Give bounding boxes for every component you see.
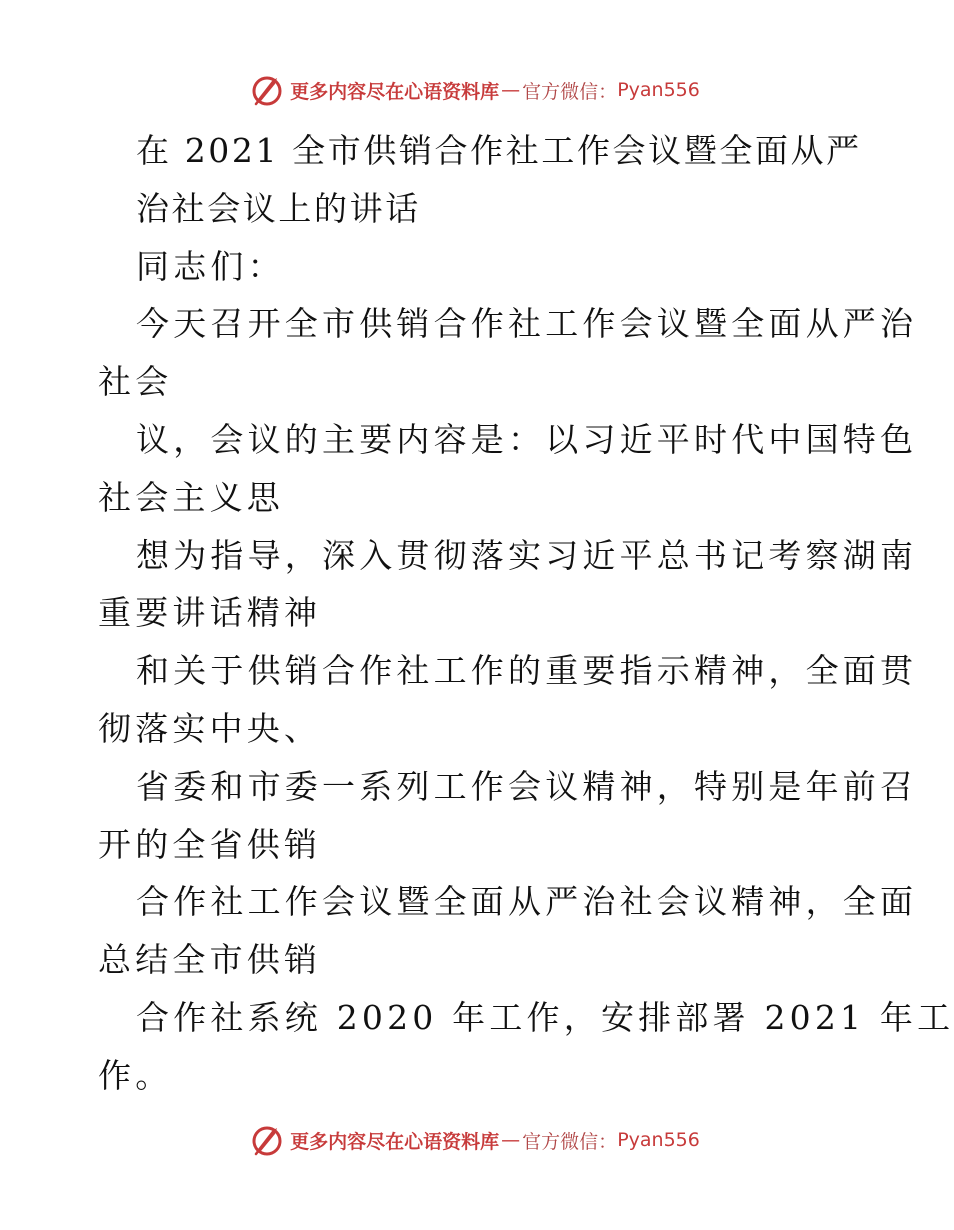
paragraph-line: 作。 — [98, 1055, 173, 1095]
paragraph-line: 重要讲话精神 — [98, 593, 322, 633]
paragraph-line: 合作社系统 2020 年工作，安排部署 2021 年工 — [136, 997, 954, 1037]
salutation: 同志们： — [136, 246, 285, 286]
banner-separator: — — [501, 1129, 521, 1151]
document-body — [98, 122, 954, 1105]
banner-main-text: 更多内容尽在心语资料库 — [290, 80, 500, 103]
paragraph-line: 合作社工作会议暨全面从严治社会议精神，全面 — [136, 882, 918, 922]
paragraph-line: 社会主义思 — [98, 477, 284, 517]
header-banner — [0, 70, 950, 110]
paragraph-line: 总结全市供销 — [98, 940, 322, 980]
paragraph-line: 今天召开全市供销合作社工作会议暨全面从严治 — [136, 304, 918, 344]
paragraph-line: 彻落实中央、 — [98, 708, 322, 748]
banner-wechat-id: Pyan556 — [617, 1129, 700, 1151]
footer-banner — [0, 1120, 950, 1160]
banner-main-text: 更多内容尽在心语资料库 — [290, 1130, 500, 1153]
quill-pen-logo-icon — [250, 73, 284, 107]
banner-wechat-label: 官方微信： — [522, 80, 618, 103]
paragraph-line: 和关于供销合作社工作的重要指示精神，全面贯 — [136, 651, 918, 691]
paragraph-line: 省委和市委一系列工作会议精神，特别是年前召 — [136, 766, 918, 806]
document-title-line-1: 在 2021 全市供销合作社工作会议暨全面从严 — [136, 131, 862, 170]
paragraph-line: 开的全省供销 — [98, 824, 322, 864]
banner-separator: — — [501, 79, 521, 101]
paragraph-line: 想为指导，深入贯彻落实习近平总书记考察湖南 — [136, 535, 918, 575]
banner-wechat-label: 官方微信： — [522, 1130, 618, 1153]
document-title-line-2: 治社会议上的讲话 — [136, 188, 421, 228]
banner-wechat-id: Pyan556 — [617, 79, 700, 101]
quill-pen-logo-icon — [250, 1123, 284, 1157]
paragraph-line: 社会 — [98, 362, 173, 402]
paragraph-line: 议，会议的主要内容是：以习近平时代中国特色 — [136, 419, 918, 459]
